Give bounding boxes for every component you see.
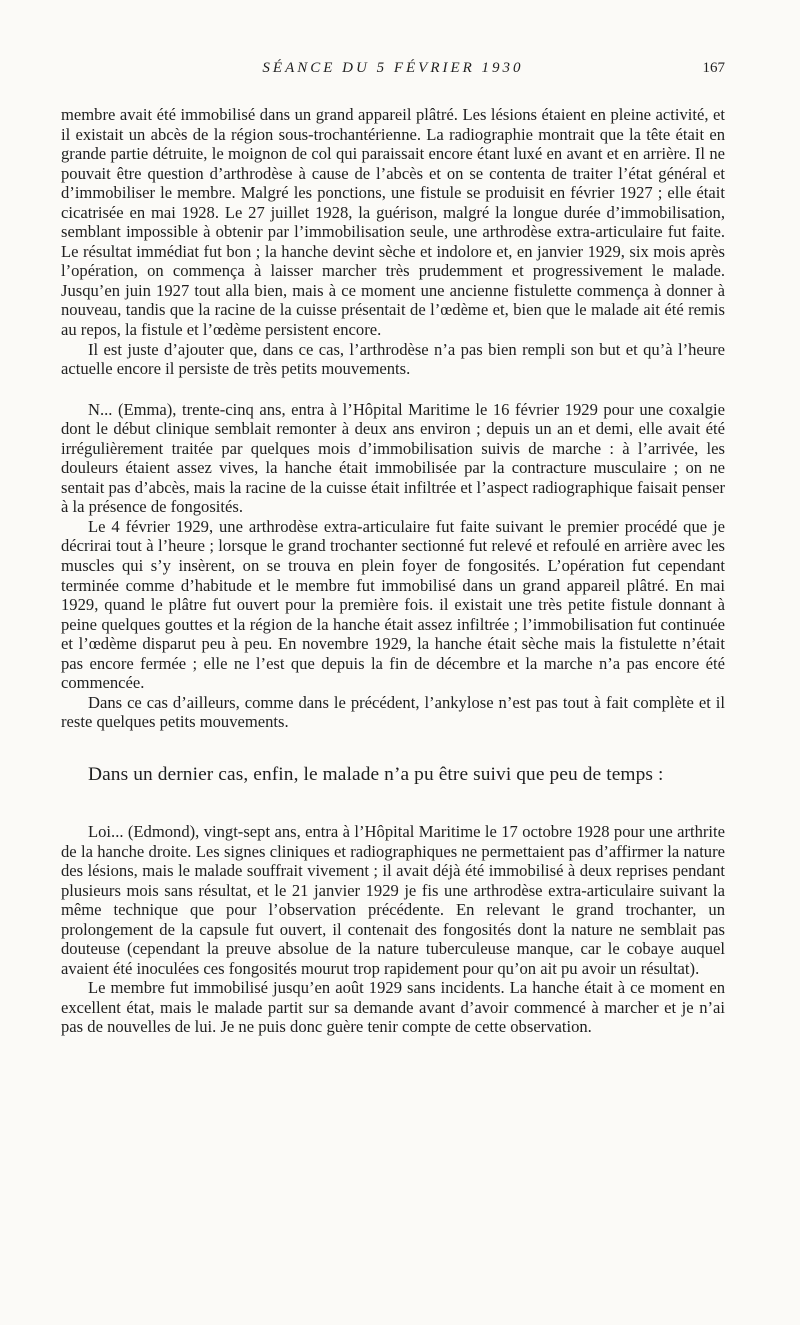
paragraph-continued-case: membre avait été immobilisé dans un grand appareil plâtré. Les lésions étaient en pleine activité, et il existait un abcès de la région sous-trochantérienne. La radiographie montrait que la tête était en grande partie détruite, le moignon de col qui paraissait encore étant luxé en avant et en arrière. Il ne pouvait être question d’arthrodèse à cause de l’abcès et on se contenta de traiter l’état général et d’immobiliser le membre. Malgré les ponctions, une fistule se produisit en février 1927 ; elle était cicatrisée en mai 1928. Le 27 juillet 1928, la guérison, malgré la longue durée d’immobilisation, semblant impossible à obtenir par l’immobilisation seule, une arthrodèse extra-articulaire fut faite. Le résultat immédiat fut bon ; la hanche devint sèche et indolore et, en janvier 1929, six mois après l’opération, on commença à laisser marcher très prudemment et progressivement le malade. Jusqu’en juin 1927 tout alla bien, mais à ce moment une ancienne fistulette commença à donner à nouveau, tandis que la racine de la cuisse présentait de l’œdème et, bien que le malade ait été remis au repos, la fistule et l’œdème persistent encore. — [61, 105, 725, 340]
page-header — [61, 60, 725, 84]
running-title: SÉANCE DU 5 FÉVRIER 1930 — [262, 60, 524, 76]
section-gap — [61, 379, 725, 400]
paragraph-case-emma: N... (Emma), trente-cinq ans, entra à l’Hôpital Maritime le 16 février 1929 pour une coxalgie dont le début clinique semblait remonter à deux ans environ ; depuis un an et demi, elle avait été irrégulièrement traitée par quelques mois d’immobilisation suivis de marche : à l’arrivée, les douleurs étaient assez vives, la hanche était immobilisée par la contracture musculaire ; on ne sentait pas d’abcès, mais la racine de la cuisse était infiltrée et l’aspect radiographique faisait penser à la présence de fongosités. — [61, 399, 725, 517]
paragraph-case-emma-operation: Le 4 février 1929, une arthrodèse extra-articulaire fut faite suivant le premier procédé que je décrirai tout à l’heure ; lorsque le grand trochanter sectionné fut relevé et refoulé en arrière avec les muscles qui s’y insèrent, on se trouva en plein foyer de fongosités. L’opération fut cependant terminée comme d’habitude et le membre fut immobilisé dans un grand appareil plâtré. En mai 1929, quand le plâtre fut ouvert pour la première fois. il existait une très petite fistule donnant à peine quelques gouttes et la région de la hanche était assez infiltrée ; l’immobilisation fut continuée et l’œdème disparut peu à peu. En novembre 1929, la hanche était sèche mais la fistulette n’était pas encore fermée ; elle ne l’est que depuis la fin de décembre et la marche n’a pas encore été commencée. — [61, 516, 725, 693]
section-gap — [61, 732, 725, 761]
paragraph-case-edmond: Loi... (Edmond), vingt-sept ans, entra à l’Hôpital Maritime le 17 octobre 1928 pour une arthrite de la hanche droite. Les signes cliniques et radiographiques ne permettaient pas d’affirmer la nature des lésions, mais le malade souffrait vivement ; il avait déjà été immobilisé à deux reprises pendant plusieurs mois sans résultat, et le 21 janvier 1929 je fis une arthrodèse extra-articulaire suivant la même technique que pour l’observation précédente. En relevant le grand trochanter, un prolongement de la capsule fut ouvert, il contenait des fongosités dont la nature ne semblait pas douteuse (cependant la preuve absolue de la nature tuberculeuse manque, car le cobaye auquel avaient été inoculées ces fongosités mourut trop rapidement pour qu’on ait pu avoir un résultat). — [61, 821, 725, 978]
paragraph-last-case-intro: Dans un dernier cas, enfin, le malade n’a pu être suivi que peu de temps : — [88, 763, 664, 785]
page-number: 167 — [702, 60, 725, 76]
article-body — [61, 105, 725, 1037]
paragraph-case-edmond-outcome: Le membre fut immobilisé jusqu’en août 1929 sans incidents. La hanche était à ce moment en excellent état, mais le malade partit sur sa demande avant d’avoir commencé à marcher et je n’ai pas de nouvelles de lui. Je ne puis donc guère tenir compte de cette observation. — [61, 978, 725, 1037]
section-gap — [61, 788, 725, 822]
paragraph-case-emma-remark: Dans ce cas d’ailleurs, comme dans le précédent, l’ankylose n’est pas tout à fait complète et il reste quelques petits mouvements. — [61, 692, 725, 732]
paragraph-case-remark: Il est juste d’ajouter que, dans ce cas, l’arthrodèse n’a pas bien rempli son but et qu’à l’heure actuelle encore il persiste de très petits mouvements. — [61, 339, 725, 379]
